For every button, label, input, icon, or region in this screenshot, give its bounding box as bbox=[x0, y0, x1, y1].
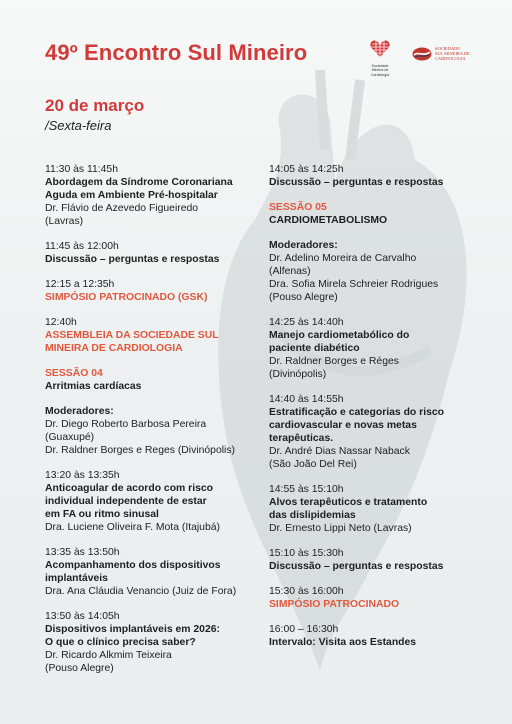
schedule-item bbox=[269, 239, 484, 304]
highlight-label: ASSEMBLEIA DA SOCIEDADE SUL bbox=[45, 330, 219, 341]
speaker-text: (Pouso Alegre) bbox=[269, 292, 338, 303]
schedule-item bbox=[45, 405, 260, 457]
speaker-text: Dr. Flávio de Azevedo Figueiredo bbox=[45, 203, 199, 214]
time-label: 14:05 às 14:25h bbox=[269, 164, 344, 175]
time-label: 14:25 às 14:40h bbox=[269, 317, 344, 328]
logo2-caption-line2: SUL MINEIRA DE bbox=[435, 51, 470, 56]
logo2-caption-line1: SOCIEDADE bbox=[435, 46, 460, 51]
logos bbox=[366, 40, 470, 77]
speaker-text: Dr. Ernesto Lippi Neto (Lavras) bbox=[269, 523, 412, 534]
talk-title: CARDIOMETABOLISMO bbox=[269, 215, 388, 226]
schedule-item bbox=[45, 546, 260, 598]
event-date: 20 de março bbox=[45, 96, 145, 115]
talk-title: cardiovascular e novas metas bbox=[269, 420, 417, 431]
speaker-text: Dr. Raldner Borges e Reges (Divinópolis) bbox=[45, 445, 235, 456]
sulmineira-logo bbox=[412, 46, 470, 61]
talk-title: individual independente de estar bbox=[45, 496, 207, 507]
speaker-text: Dr. Diego Roberto Barbosa Pereira bbox=[45, 419, 207, 430]
schedule-item bbox=[45, 316, 260, 355]
schedule-item bbox=[45, 240, 260, 266]
highlight-label: SESSÃO 05 bbox=[269, 202, 327, 213]
schedule-right-column bbox=[269, 163, 484, 661]
schedule-item bbox=[45, 278, 260, 304]
speaker-text: (Divinópolis) bbox=[269, 369, 327, 380]
talk-title: Abordagem da Síndrome Coronariana bbox=[45, 177, 233, 188]
talk-title: Acompanhamento dos dispositivos bbox=[45, 560, 221, 571]
time-label: 13:20 às 13:35h bbox=[45, 470, 120, 481]
event-weekday: /Sexta-feira bbox=[45, 118, 112, 133]
speaker-text: (Alfenas) bbox=[269, 266, 311, 277]
speaker-text: (Pouso Alegre) bbox=[45, 663, 114, 674]
talk-title: das dislipidemias bbox=[269, 510, 356, 521]
schedule-item bbox=[269, 483, 484, 535]
highlight-label: SIMPÓSIO PATROCINADO (GSK) bbox=[45, 292, 208, 303]
talk-title: Discussão – perguntas e respostas bbox=[269, 561, 444, 572]
talk-title: Dispositivos implantáveis em 2026: bbox=[45, 624, 220, 635]
schedule-item bbox=[269, 623, 484, 649]
speaker-text: Dr. André Dias Nassar Naback bbox=[269, 446, 410, 457]
talk-title: Anticoagular de acordo com risco bbox=[45, 483, 214, 494]
page-title: 49º Encontro Sul Mineiro bbox=[45, 40, 308, 65]
logo2-caption-line3: CARDIOLOGIA bbox=[435, 56, 466, 61]
talk-title: O que o clínico precisa saber? bbox=[45, 637, 196, 648]
schedule-item bbox=[269, 585, 484, 611]
talk-title: em FA ou ritmo sinusal bbox=[45, 509, 159, 520]
talk-title: implantáveis bbox=[45, 573, 108, 584]
talk-title: Discussão – perguntas e respostas bbox=[269, 177, 444, 188]
talk-title: Moderadores: bbox=[45, 406, 114, 417]
schedule-item bbox=[269, 316, 484, 381]
schedule-item bbox=[269, 201, 484, 227]
speaker-text: Dr. Adelino Moreira de Carvalho bbox=[269, 253, 417, 264]
heart-icon bbox=[370, 40, 390, 58]
talk-title: Estratificação e categorias do risco bbox=[269, 407, 444, 418]
logo1-caption-line1: Sociedade Mineira de bbox=[371, 64, 389, 72]
time-label: 11:30 às 11:45h bbox=[45, 164, 118, 175]
schedule-item bbox=[45, 469, 260, 534]
schedule-item bbox=[269, 547, 484, 573]
smc-logo bbox=[366, 40, 394, 77]
speaker-text: Dra. Sofia Mirela Schreier Rodrigues bbox=[269, 279, 439, 290]
talk-title: Moderadores: bbox=[269, 240, 338, 251]
speaker-text: Dra. Ana Cláudia Venancio (Juiz de Fora) bbox=[45, 586, 237, 597]
sulmineira-emblem-icon bbox=[412, 47, 432, 61]
time-label: 11:45 às 12:00h bbox=[45, 241, 119, 252]
logo1-caption-line2: Cardiologia bbox=[370, 73, 390, 77]
highlight-label: SESSÃO 04 bbox=[45, 368, 103, 379]
talk-title: Alvos terapêuticos e tratamento bbox=[269, 497, 428, 508]
time-label: 12:40h bbox=[45, 317, 77, 328]
highlight-label: SIMPÓSIO PATROCINADO bbox=[269, 599, 400, 610]
talk-title: Manejo cardiometabólico do bbox=[269, 330, 410, 341]
schedule-item bbox=[45, 163, 260, 228]
talk-title: Aguda em Ambiente Pré-hospitalar bbox=[45, 190, 218, 201]
time-label: 12:15 a 12:35h bbox=[45, 279, 115, 290]
schedule-item bbox=[269, 163, 484, 189]
highlight-label: MINEIRA DE CARDIOLOGIA bbox=[45, 343, 183, 354]
schedule-item bbox=[269, 393, 484, 471]
talk-title: Arritmias cardíacas bbox=[45, 381, 142, 392]
time-label: 14:40 às 14:55h bbox=[269, 394, 344, 405]
schedule-item bbox=[45, 610, 260, 675]
speaker-text: Dr. Raldner Borges e Réges bbox=[269, 356, 399, 367]
speaker-text: Dr. Ricardo Alkmim Teixeira bbox=[45, 650, 172, 661]
schedule-left-column bbox=[45, 163, 260, 687]
talk-title: paciente diabético bbox=[269, 343, 360, 354]
speaker-text: Dra. Luciene Oliveira F. Mota (Itajubá) bbox=[45, 522, 220, 533]
speaker-text: (Guaxupé) bbox=[45, 432, 95, 443]
speaker-text: (São João Del Rei) bbox=[269, 459, 357, 470]
talk-title: Discussão – perguntas e respostas bbox=[45, 254, 220, 265]
talk-title: terapêuticas. bbox=[269, 433, 334, 444]
time-label: 15:10 às 15:30h bbox=[269, 548, 344, 559]
time-label: 16:00 – 16:30h bbox=[269, 624, 339, 635]
time-label: 13:35 às 13:50h bbox=[45, 547, 120, 558]
time-label: 13:50 às 14:05h bbox=[45, 611, 120, 622]
speaker-text: (Lavras) bbox=[45, 216, 84, 227]
talk-title: Intervalo: Visita aos Estandes bbox=[269, 637, 417, 648]
time-label: 14:55 às 15:10h bbox=[269, 484, 344, 495]
schedule-item bbox=[45, 367, 260, 393]
time-label: 15:30 às 16:00h bbox=[269, 586, 344, 597]
